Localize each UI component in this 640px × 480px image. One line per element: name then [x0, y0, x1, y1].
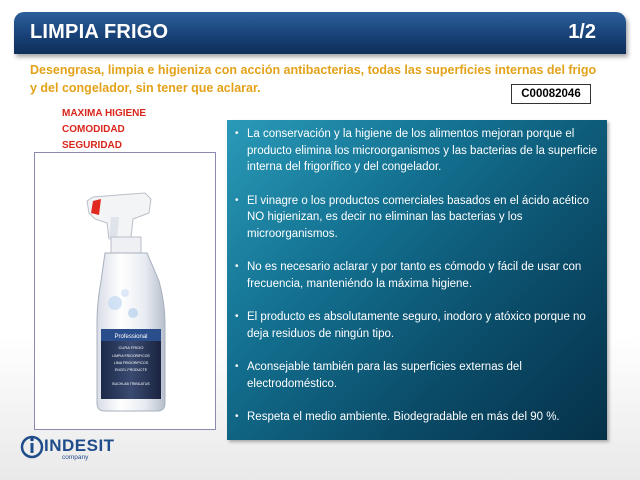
bullet-item: • El vinagre o los productos comerciales basados en el ácido acético NO higienizan, es decir no eliminan las bacterias y los microorganismos. — [235, 194, 589, 240]
bullet-icon: • — [235, 194, 239, 206]
title-bar — [14, 12, 626, 54]
bullet-item: • Aconsejable también para las superficies externas del electrodoméstico. — [235, 361, 522, 390]
bullet-icon: • — [235, 128, 239, 139]
page-number: 1/2 — [568, 21, 596, 43]
product-code: C00082046 — [511, 84, 591, 104]
bullet-item: • El producto es absolutamente seguro, inodoro y atóxico porque no deja residuos de ningún tipo. — [235, 311, 586, 340]
bottle-label-text: LIMA FRIGORIFICOS — [113, 361, 149, 365]
bottle-label-text: Professional — [114, 334, 148, 340]
feature-item: SEGURIDAD — [62, 140, 123, 151]
spray-bottle-image — [35, 153, 215, 429]
feature-item: MAXIMA HIGIENE — [62, 108, 147, 119]
bottle-label-text: LIMPIA FRIGORIFICOS — [112, 354, 150, 358]
bottle-label-text: CURA FRIGO — [118, 345, 144, 350]
product-image-frame — [34, 152, 216, 430]
indesit-logo-icon — [20, 433, 44, 461]
bullet-icon: • — [235, 361, 239, 372]
bottle-label-text: ENCEL PRODUCTE — [114, 368, 148, 372]
bullet-icon: • — [235, 411, 239, 422]
info-panel — [227, 120, 607, 440]
bullet-item: • Respeta el medio ambiente. Biodegradable en más del 90 %. — [233, 409, 599, 426]
feature-list — [62, 106, 146, 154]
subtitle: Desengrasa, limpia e higieniza con acción antibacterias, todas las superficies internas del frigo y del congelador, sin tener que aclarar. — [30, 63, 597, 95]
feature-item: COMODIDAD — [62, 124, 125, 135]
brand-name: INDESIT — [44, 436, 115, 455]
bullet-icon: • — [235, 261, 239, 272]
brand-subtitle: company — [62, 454, 89, 461]
bullet-list — [227, 120, 607, 426]
bullet-icon: • — [235, 311, 239, 322]
bullet-item: • La conservación y la higiene de los alimentos mejoran porque el producto elimina los microorganismos y las bacterias de la superficie interna del frigorífico y del congelador. — [235, 128, 598, 173]
slide-title: LIMPIA FRIGO — [30, 21, 169, 43]
bottle-label-text: BUCHLAB TRIBILATUS — [112, 382, 150, 386]
bullet-item: • No es necesario aclarar y por tanto es cómodo y fácil de usar con frecuencia, manteniéndo la máxima higiene. — [235, 261, 582, 290]
